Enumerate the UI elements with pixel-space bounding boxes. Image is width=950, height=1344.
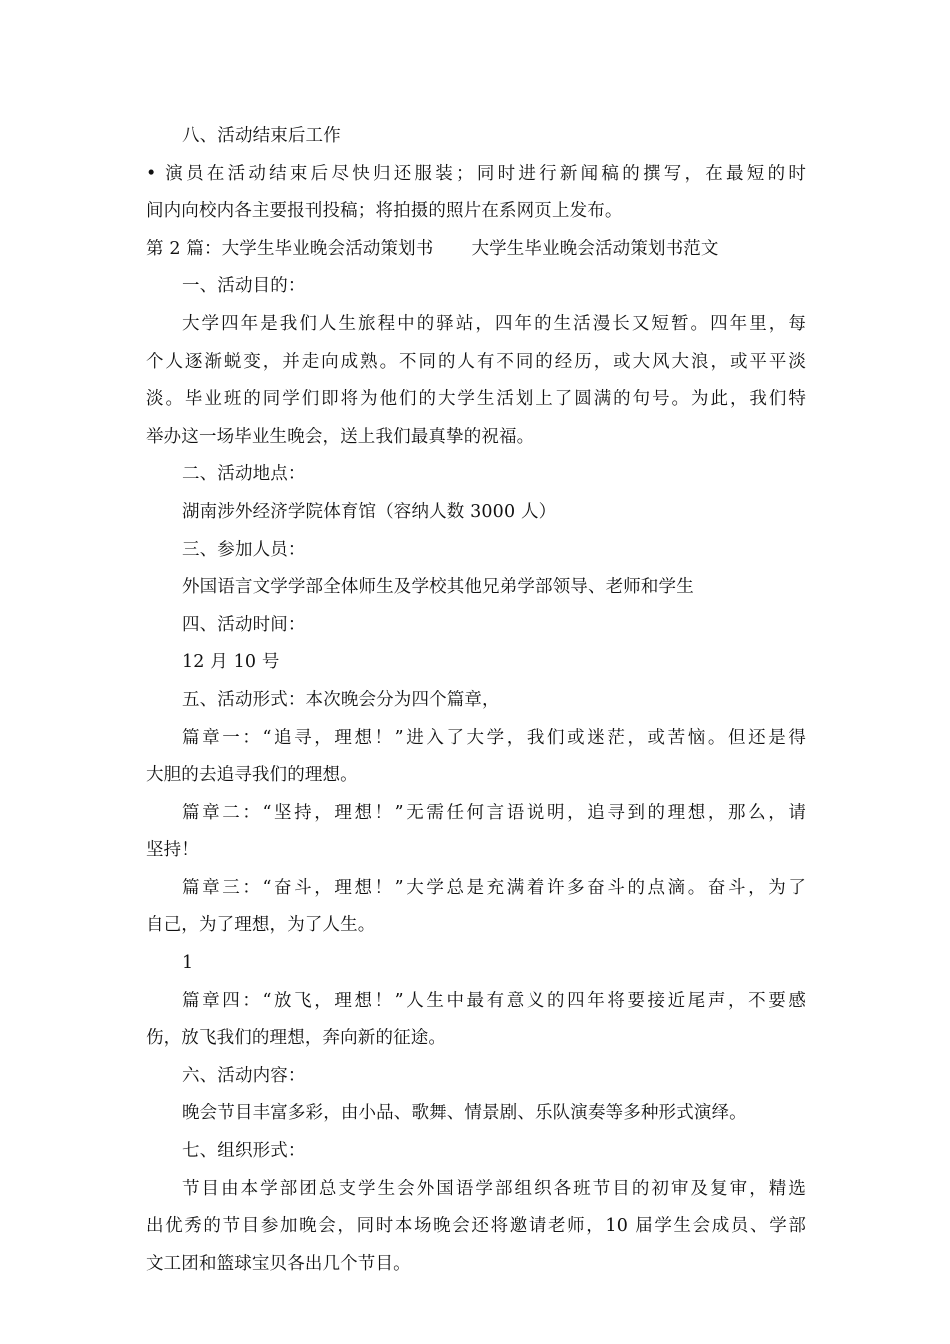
text-line: 12 月 10 号 bbox=[182, 652, 280, 673]
text-line: 文工团和篮球宝贝各出几个节目。 bbox=[146, 1253, 411, 1274]
text-line: 个人逐渐蜕变，并走向成熟。不同的人有不同的经历，或大风大浪，或平平淡 bbox=[146, 351, 806, 372]
text-line: 湖南涉外经济学院体育馆（容纳人数 3000 人） bbox=[182, 501, 557, 522]
text-line: 七、组织形式： bbox=[182, 1141, 306, 1162]
text-line: 八、活动结束后工作 bbox=[182, 126, 341, 146]
text-line: 四、活动时间： bbox=[182, 614, 306, 635]
text-line: 外国语言文学学部全体师生及学校其他兄弟学部领导、老师和学生 bbox=[182, 577, 694, 598]
text-line: 晚会节目丰富多彩，由小品、歌舞、情景剧、乐队演奏等多种形式演绎。 bbox=[182, 1103, 747, 1124]
text-line: 1 bbox=[182, 953, 194, 974]
text-line: 大学四年是我们人生旅程中的驿站，四年的生活漫长又短暂。四年里，每 bbox=[182, 313, 806, 334]
text-line: 自己，为了理想，为了人生。 bbox=[146, 915, 376, 936]
text-line: 伤，放飞我们的理想，奔向新的征途。 bbox=[146, 1028, 447, 1049]
chapter-title bbox=[146, 231, 806, 269]
text-line: 举办这一场毕业生晚会，送上我们最真挚的祝福。 bbox=[146, 426, 535, 447]
chapter-title-part2: 大学生毕业晚会活动策划书范文 bbox=[471, 238, 719, 259]
text-line: 节目由本学部团总支学生会外国语学部组织各班节目的初审及复审，精选 bbox=[182, 1178, 806, 1199]
text-line: 篇章三：“奋斗，理想！”大学总是充满着许多奋斗的点滴。奋斗，为了 bbox=[182, 877, 806, 898]
text-line: 出优秀的节目参加晚会，同时本场晚会还将邀请老师，10 届学生会成员、学部 bbox=[146, 1216, 806, 1237]
text-line: 大胆的去追寻我们的理想。 bbox=[146, 765, 358, 786]
text-line: 二、活动地点： bbox=[182, 464, 306, 485]
text-line: 坚持！ bbox=[146, 840, 199, 861]
text-line: 一、活动目的： bbox=[182, 276, 306, 297]
text-line: 篇章一：“追寻，理想！”进入了大学，我们或迷茫，或苦恼。但还是得 bbox=[182, 727, 806, 748]
chapter-title-part1: 第 2 篇：大学生毕业晚会活动策划书 bbox=[146, 238, 434, 259]
text-line: 五、活动形式：本次晚会分为四个篇章， bbox=[182, 689, 500, 710]
text-line: 三、参加人员： bbox=[182, 539, 306, 560]
text-line: 篇章四：“放飞，理想！”人生中最有意义的四年将要接近尾声，不要感 bbox=[182, 990, 806, 1011]
text-line: 间内向校内各主要报刊投稿；将拍摄的照片在系网页上发布。 bbox=[146, 201, 623, 222]
text-line: 篇章二：“坚持，理想！”无需任何言语说明，追寻到的理想，那么，请 bbox=[182, 802, 806, 823]
document-body bbox=[146, 118, 806, 1283]
text-line: 淡。毕业班的同学们即将为他们的大学生活划上了圆满的句号。为此，我们特 bbox=[146, 389, 806, 410]
text-line: • 演员在活动结束后尽快归还服装；同时进行新闻稿的撰写，在最短的时 bbox=[146, 163, 806, 184]
text-line: 六、活动内容： bbox=[182, 1065, 306, 1086]
